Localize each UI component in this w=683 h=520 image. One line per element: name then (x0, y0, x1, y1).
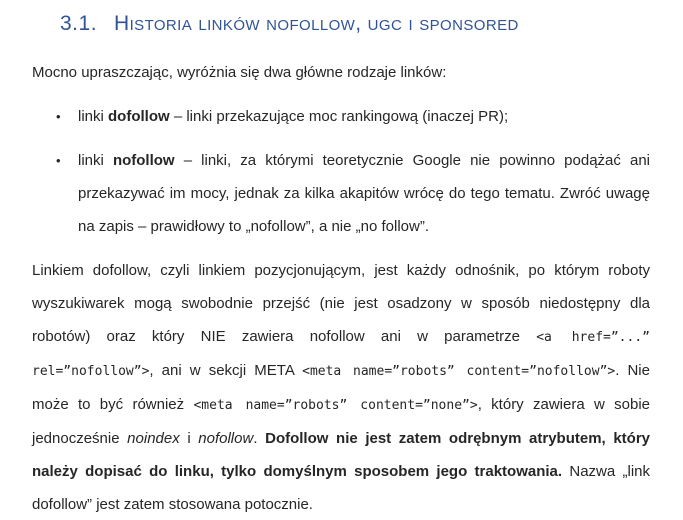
text-run-normal: linki (78, 108, 109, 125)
list-item-dofollow (32, 100, 650, 133)
text-run-code: <a href=”...” rel=”nofollow”> (32, 330, 650, 379)
text-run-normal: , ani w sekcji META (149, 362, 303, 379)
text-run-code: <meta name=”robots” content=”none”> (193, 398, 478, 413)
bullet-text-dofollow (78, 100, 650, 133)
section-heading (60, 10, 650, 38)
text-run-italic: nofollow (198, 430, 254, 447)
text-run-normal: – linki, za którymi teoretycznie Google nie powinno podążać ani przekazywać im mocy, jednak za kilka akapitów wrócę do tego tematu. Zwróć uwagę na zapis – prawidłowy to „nofollow”, a nie „no follow”. (78, 152, 650, 235)
text-run-bold: Dofollow nie jest zatem odrębnym atrybutem, który należy dopisać do linku, tylko domyślnym sposobem jego traktowania. (32, 430, 650, 480)
text-run-bold: dofollow (108, 108, 170, 125)
text-run-normal: . (253, 430, 266, 447)
text-run-normal: Nazwa „link dofollow” jest zatem stosowana potocznie. (32, 463, 651, 513)
bullet-icon: • (56, 153, 61, 168)
text-run-normal: Linkiem dofollow, czyli linkiem pozycjonującym, jest każdy odnośnik, po którym roboty wyszukiwarek mogą swobodnie przejść (nie jest osadzony w sposób niedostępny dla robotów) oraz który NIE zawiera nofollow ani w parametrze (32, 262, 650, 345)
bullet-text-nofollow (78, 144, 650, 243)
text-run-normal: . Nie może to być również (32, 362, 650, 413)
bullet-list (32, 100, 650, 243)
list-item-nofollow (32, 144, 650, 243)
text-run-normal: , który zawiera w sobie jednocześnie (32, 396, 650, 447)
text-run-code: <meta name=”robots” content=”nofollow”> (302, 364, 616, 379)
text-run-normal: Mocno upraszczając, wyróżnia się dwa główne rodzaje linków: (32, 64, 447, 81)
bullet-icon: • (56, 109, 61, 124)
text-run-normal: linki (78, 152, 113, 169)
intro-paragraph (32, 56, 650, 89)
text-run-bold: nofollow (112, 152, 175, 169)
text-run-normal: – linki przekazujące moc rankingową (inaczej PR); (169, 108, 509, 125)
text-run-normal: i (179, 430, 199, 447)
section-title: Historia linków nofollow, ugc i sponsored (114, 12, 519, 35)
section-number: 3.1. (60, 12, 98, 35)
body-paragraph (32, 254, 650, 520)
text-run-italic: noindex (127, 430, 180, 447)
